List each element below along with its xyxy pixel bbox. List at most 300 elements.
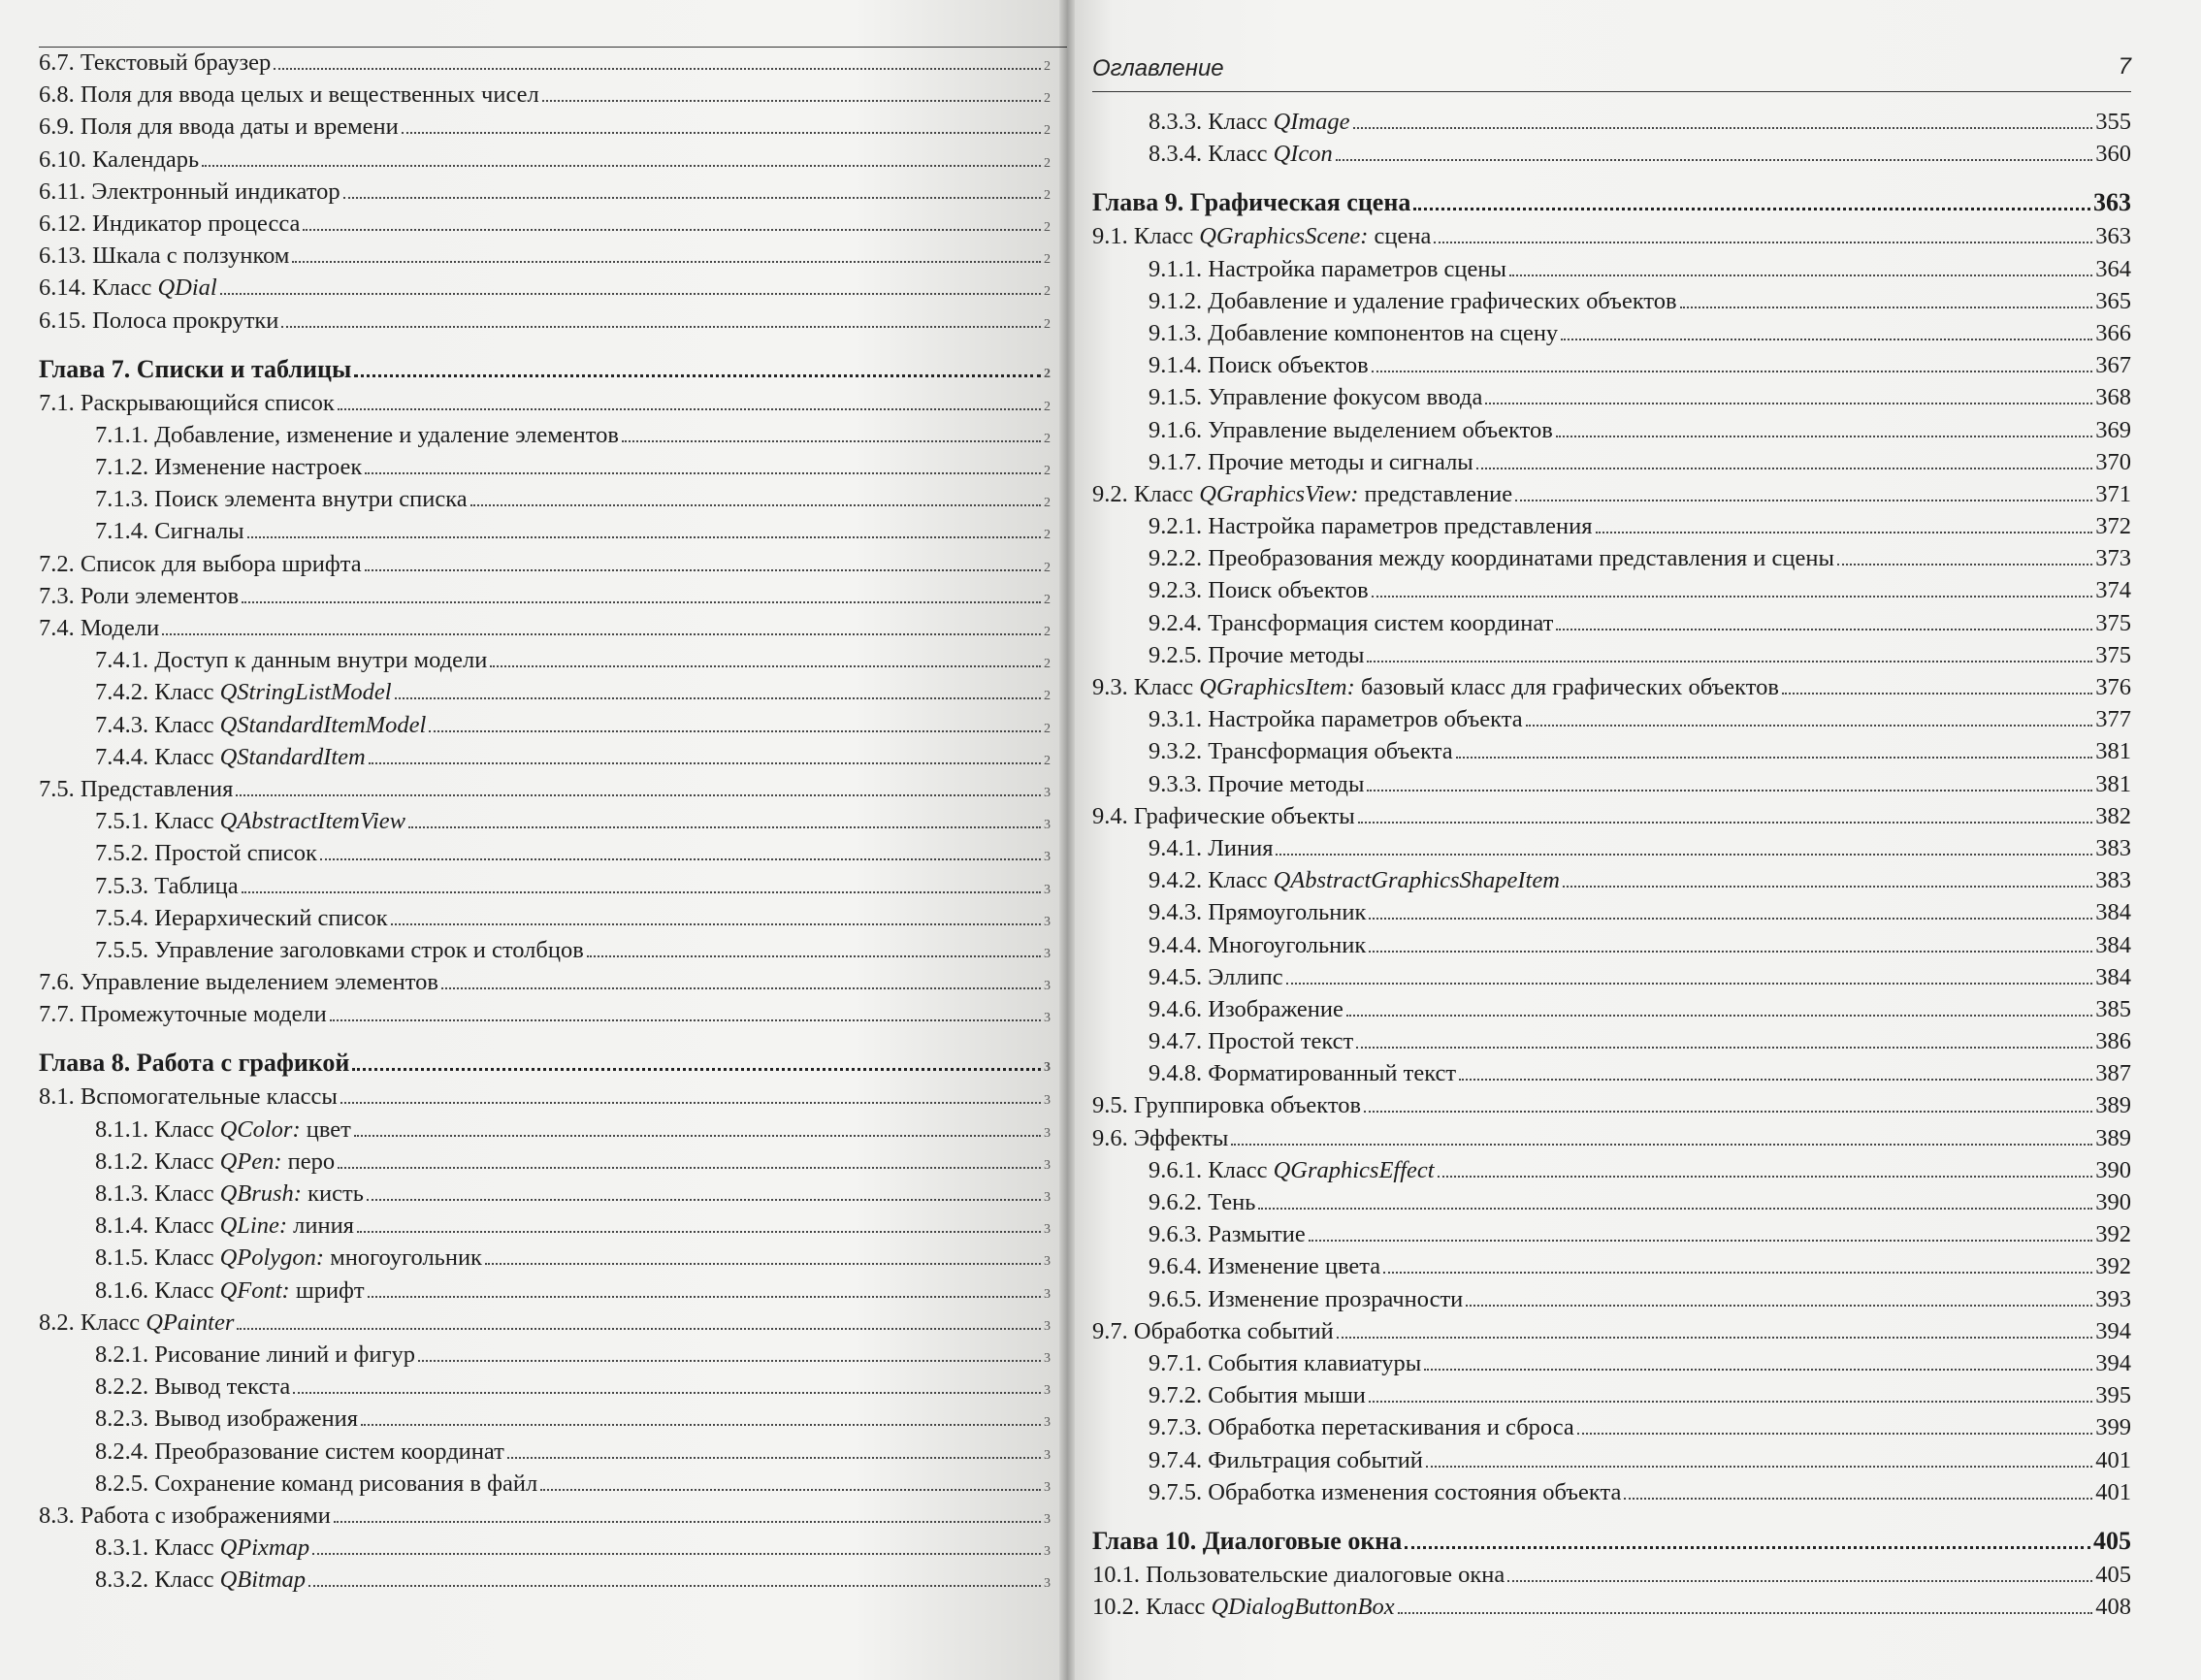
toc-entry-label-prefix: 8.1.6. Класс — [95, 1276, 220, 1304]
toc-entry[interactable] — [39, 111, 1057, 143]
toc-entry-label-prefix: 7.5.1. Класс — [95, 808, 220, 835]
toc-entry[interactable] — [1092, 1347, 2131, 1379]
toc-entry[interactable] — [39, 741, 1057, 773]
toc-entry[interactable] — [39, 837, 1057, 869]
toc-entry[interactable] — [1092, 510, 2131, 542]
toc-entry-label — [95, 709, 426, 741]
toc-entry-label: 6.13. Шкала с ползунком — [39, 242, 290, 270]
toc-page-number: 375 — [2095, 609, 2131, 636]
toc-leader-dots — [1466, 1305, 2092, 1307]
toc-entry[interactable] — [1092, 1411, 2131, 1443]
toc-entry[interactable] — [1092, 349, 2131, 381]
toc-page-number: 2 — [1044, 721, 1051, 736]
toc-entry[interactable] — [1092, 220, 2131, 252]
toc-leader-dots — [340, 1102, 1041, 1104]
toc-entry[interactable] — [39, 483, 1057, 515]
toc-entry[interactable] — [1092, 832, 2131, 864]
toc-entry-label-suffix: кисть — [301, 1180, 364, 1207]
toc-entry[interactable] — [39, 240, 1057, 272]
toc-leader-dots — [1286, 983, 2093, 985]
toc-entry-class-name: QGraphicsItem: — [1199, 674, 1355, 700]
toc-entry-label: 7.5.5. Управление заголовками строк и столбцов — [95, 936, 584, 963]
toc-leader-dots — [441, 987, 1041, 989]
toc-entry-label — [39, 272, 217, 304]
toc-entry[interactable] — [1092, 285, 2131, 317]
toc-entry[interactable] — [1092, 574, 2131, 606]
toc-leader-dots — [1577, 1433, 2092, 1435]
toc-entry[interactable] — [1092, 1089, 2131, 1121]
toc-entry[interactable] — [1092, 896, 2131, 928]
toc-leader-dots — [1459, 1079, 2092, 1081]
toc-leader-dots — [485, 1263, 1041, 1265]
toc-leader-dots — [1680, 307, 2093, 308]
left-page — [0, 0, 1067, 1680]
toc-leader-dots — [352, 1068, 1041, 1071]
toc-page-number: 2 — [1044, 592, 1051, 607]
toc-entry-label: 9.4.3. Прямоугольник — [1149, 899, 1367, 926]
toc-page-number: 3 — [1044, 1093, 1051, 1109]
toc-entry-label: 9.1.3. Добавление компонентов на сцену — [1149, 319, 1559, 346]
toc-entry[interactable] — [39, 387, 1057, 419]
toc-page-number: 368 — [2095, 384, 2131, 411]
toc-entry-label: 7.3. Роли элементов — [39, 582, 240, 609]
toc-entry-label-prefix: 9.2. Класс — [1092, 480, 1200, 507]
toc-page-number: 385 — [2095, 995, 2131, 1022]
toc-entry-label — [95, 1114, 351, 1146]
toc-entry[interactable] — [39, 1532, 1057, 1564]
toc-leader-dots — [1358, 822, 2093, 824]
toc-entry[interactable] — [1092, 446, 2131, 478]
toc-leader-dots — [1434, 242, 2092, 243]
toc-entry-label-suffix: сцена — [1368, 223, 1432, 250]
toc-leader-dots — [1624, 1498, 2092, 1500]
toc-page-number: 2 — [1044, 528, 1051, 543]
toc-entry[interactable] — [1092, 414, 2131, 446]
toc-entry-label: 9.3.1. Настройка параметров объекта — [1149, 706, 1523, 733]
toc-entry-label — [1149, 1154, 1435, 1186]
toc-page-number: 392 — [2095, 1221, 2131, 1248]
toc-entry[interactable] — [1092, 1283, 2131, 1315]
toc-entry-label: 6.10. Календарь — [39, 145, 200, 173]
toc-entry-label: Глава 9. Графическая сцена — [1092, 188, 1411, 217]
toc-entry[interactable] — [39, 1242, 1057, 1274]
toc-entry[interactable] — [39, 1114, 1057, 1146]
toc-entry-label: 9.4.1. Линия — [1149, 834, 1274, 861]
toc-entry-label: 9.6.2. Тень — [1149, 1189, 1256, 1215]
toc-entry-label-suffix: линия — [287, 1212, 354, 1240]
toc-page-number: 2 — [1044, 59, 1051, 74]
toc-entry[interactable] — [39, 1307, 1057, 1339]
toc-page-number: 372 — [2095, 513, 2131, 540]
toc-entry-label: 7.5. Представления — [39, 775, 234, 802]
toc-entry-label: 10.1. Пользовательские диалоговые окна — [1092, 1561, 1505, 1588]
toc-page-number: 382 — [2095, 802, 2131, 829]
toc-entry[interactable] — [1092, 1186, 2131, 1218]
toc-entry[interactable] — [1092, 961, 2131, 993]
toc-page-number: 3 — [1044, 785, 1051, 800]
right-toc-list — [1092, 106, 2131, 1623]
toc-entry-label — [95, 1178, 364, 1210]
toc-entry-label-prefix: 10.2. Класс — [1092, 1594, 1212, 1621]
toc-entry[interactable] — [39, 644, 1057, 676]
toc-page-number: 2 — [1044, 625, 1051, 639]
toc-entry[interactable] — [1092, 1591, 2131, 1623]
toc-entry-label-prefix: 9.3. Класс — [1092, 674, 1200, 700]
toc-entry[interactable] — [1092, 735, 2131, 767]
toc-page-number: 3 — [1044, 1350, 1051, 1366]
toc-entry-label-prefix: 7.4.3. Класс — [95, 711, 220, 738]
toc-entry-label: 9.6.4. Изменение цвета — [1149, 1253, 1381, 1280]
toc-leader-dots — [367, 1199, 1041, 1201]
toc-entry-class-name: QPainter — [146, 1308, 235, 1336]
toc-entry[interactable] — [39, 1081, 1057, 1113]
toc-page-number: 360 — [2095, 141, 2131, 168]
toc-page-number: 2 — [1044, 496, 1051, 511]
toc-entry-label: 9.4.7. Простой текст — [1149, 1028, 1354, 1055]
toc-entry[interactable] — [1092, 1218, 2131, 1250]
toc-entry-label — [1092, 1591, 1395, 1623]
toc-entry[interactable] — [39, 870, 1057, 902]
toc-entry-label: 9.4.5. Эллипс — [1149, 963, 1283, 990]
toc-entry-label — [1092, 220, 1431, 252]
toc-entry-label — [1149, 138, 1333, 170]
toc-entry[interactable] — [39, 272, 1057, 304]
toc-leader-dots — [281, 326, 1041, 328]
toc-entry[interactable] — [39, 1436, 1057, 1468]
toc-entry-label — [95, 1146, 335, 1178]
toc-page-number: 387 — [2095, 1060, 2131, 1087]
toc-entry-label-suffix: представление — [1358, 480, 1513, 507]
toc-leader-dots — [418, 1360, 1041, 1362]
toc-entry[interactable] — [1092, 1444, 2131, 1476]
toc-page-number: 366 — [2095, 319, 2131, 346]
toc-chapter-entry[interactable] — [39, 352, 1057, 387]
toc-page-number: 3 — [1044, 1511, 1051, 1527]
toc-entry[interactable] — [39, 305, 1057, 337]
toc-entry[interactable] — [39, 1210, 1057, 1242]
toc-entry-label: 7.4.1. Доступ к данным внутри модели — [95, 647, 488, 674]
toc-entry[interactable] — [1092, 768, 2131, 800]
toc-page-number: 369 — [2095, 416, 2131, 443]
toc-leader-dots — [354, 1135, 1041, 1137]
toc-leader-dots — [365, 569, 1041, 571]
toc-entry-label: 9.6.3. Размытие — [1149, 1221, 1306, 1248]
toc-leader-dots — [395, 697, 1041, 699]
toc-entry[interactable] — [39, 1178, 1057, 1210]
toc-page-number: 3 — [1044, 1415, 1051, 1431]
toc-entry-label: 9.1.7. Прочие методы и сигналы — [1149, 448, 1473, 475]
toc-leader-dots — [402, 132, 1041, 134]
toc-leader-dots — [236, 794, 1041, 796]
toc-entry-label: 9.6.5. Изменение прозрачности — [1149, 1285, 1464, 1312]
toc-leader-dots — [338, 408, 1041, 410]
toc-entry-label: 7.6. Управление выделением элементов — [39, 969, 438, 996]
toc-leader-dots — [1424, 1369, 2092, 1371]
toc-leader-dots — [312, 1553, 1041, 1555]
toc-entry-label: 9.7.1. События клавиатуры — [1149, 1349, 1422, 1376]
toc-entry-label: 6.12. Индикатор процесса — [39, 210, 301, 237]
toc-leader-dots — [1526, 725, 2093, 727]
toc-leader-dots — [1231, 1144, 2092, 1146]
toc-entry-class-name: QPixmap — [219, 1535, 310, 1562]
toc-leader-dots — [1369, 918, 2092, 920]
toc-entry[interactable] — [39, 144, 1057, 176]
toc-entry-label-prefix: 7.4.4. Класс — [95, 743, 220, 770]
toc-entry[interactable] — [1092, 1559, 2131, 1591]
toc-leader-dots — [1258, 1208, 2092, 1210]
toc-entry-label: 9.7.4. Фильтрация событий — [1149, 1446, 1423, 1473]
book-gutter — [1059, 0, 1075, 1680]
toc-leader-dots — [242, 891, 1041, 893]
toc-entry-label: 7.1.4. Сигналы — [95, 518, 244, 545]
toc-entry[interactable] — [39, 1146, 1057, 1178]
toc-leader-dots — [1353, 127, 2093, 129]
toc-page-number: 401 — [2095, 1478, 2131, 1505]
toc-leader-dots — [1507, 1580, 2092, 1582]
toc-page-number: 3 — [1044, 1447, 1051, 1463]
toc-page-number: 3 — [1044, 1125, 1051, 1141]
toc-entry[interactable] — [39, 451, 1057, 483]
toc-entry-label: 7.5.4. Иерархический список — [95, 904, 388, 931]
toc-entry[interactable] — [1092, 703, 2131, 735]
toc-page-number: 365 — [2095, 287, 2131, 314]
toc-page-number: 392 — [2095, 1253, 2131, 1280]
toc-entry-label — [95, 741, 366, 773]
toc-entry-class-name: QDial — [157, 275, 217, 302]
toc-chapter-entry[interactable] — [1092, 1524, 2131, 1559]
toc-entry-label: 9.2.3. Поиск объектов — [1149, 577, 1369, 604]
toc-entry[interactable] — [1092, 253, 2131, 285]
toc-entry[interactable] — [1092, 671, 2131, 703]
toc-leader-dots — [242, 601, 1041, 603]
toc-leader-dots — [1367, 790, 2092, 792]
toc-page-number: 389 — [2095, 1124, 2131, 1151]
toc-entry-label: 9.3.3. Прочие методы — [1149, 770, 1365, 797]
toc-entry[interactable] — [1092, 1315, 2131, 1347]
toc-entry[interactable] — [39, 773, 1057, 805]
toc-entry[interactable] — [39, 1564, 1057, 1596]
toc-page-number: 390 — [2095, 1156, 2131, 1183]
toc-page-number: 3 — [1044, 1222, 1051, 1238]
toc-entry-label: 9.7.5. Обработка изменения состояния объекта — [1149, 1478, 1622, 1505]
toc-entry[interactable] — [1092, 381, 2131, 413]
toc-entry-label: 9.2.2. Преобразования между координатами представления и сцены — [1149, 545, 1834, 572]
toc-entry[interactable] — [1092, 1379, 2131, 1411]
toc-chapter-entry[interactable] — [1092, 185, 2131, 220]
toc-entry-label-prefix: 8.3.2. Класс — [95, 1567, 220, 1594]
toc-page-number: 405 — [2093, 1526, 2131, 1555]
toc-page-number: 2 — [1044, 123, 1051, 139]
toc-leader-dots — [292, 261, 1041, 263]
toc-entry-label: 9.6. Эффекты — [1092, 1124, 1229, 1151]
toc-entry[interactable] — [39, 1468, 1057, 1500]
toc-entry[interactable] — [39, 676, 1057, 708]
toc-page-number: 381 — [2095, 738, 2131, 765]
toc-page-number: 367 — [2095, 352, 2131, 379]
toc-page-number: 384 — [2095, 931, 2131, 958]
toc-page-number: 375 — [2095, 641, 2131, 668]
toc-entry-label: 9.7.3. Обработка перетаскивания и сброса — [1149, 1414, 1574, 1441]
toc-entry-label: 9.3.2. Трансформация объекта — [1149, 738, 1453, 765]
toc-entry[interactable] — [39, 580, 1057, 612]
right-running-head — [1092, 53, 2131, 121]
toc-entry[interactable] — [1092, 1154, 2131, 1186]
toc-page-number: 386 — [2095, 1028, 2131, 1055]
toc-leader-dots — [354, 374, 1041, 377]
toc-entry-label: 7.4. Модели — [39, 615, 160, 641]
toc-leader-dots — [587, 955, 1041, 957]
toc-page-number: 2 — [1044, 399, 1051, 414]
toc-leader-dots — [391, 923, 1041, 925]
toc-page-number: 389 — [2095, 1092, 2131, 1119]
toc-leader-dots — [1309, 1240, 2093, 1242]
toc-entry[interactable] — [1092, 639, 2131, 671]
toc-entry[interactable] — [39, 419, 1057, 451]
toc-entry[interactable] — [39, 966, 1057, 998]
toc-leader-dots — [220, 293, 1041, 295]
toc-page-number: 355 — [2095, 109, 2131, 135]
toc-entry-label — [1092, 671, 1779, 703]
toc-leader-dots — [1346, 1015, 2092, 1017]
toc-page-number: 2 — [1044, 560, 1051, 575]
toc-page-number: 383 — [2095, 867, 2131, 894]
toc-leader-dots — [361, 1424, 1041, 1426]
toc-entry-label: 9.7. Обработка событий — [1092, 1317, 1334, 1344]
toc-page-number: 3 — [1044, 946, 1051, 961]
toc-entry-label: 7.7. Промежуточные модели — [39, 1001, 327, 1028]
toc-leader-dots — [202, 165, 1041, 167]
toc-entry[interactable] — [1092, 800, 2131, 832]
toc-entry[interactable] — [1092, 1025, 2131, 1057]
toc-entry[interactable] — [39, 515, 1057, 547]
toc-entry-label: 6.8. Поля для ввода целых и вещественных чисел — [39, 81, 539, 109]
toc-entry[interactable] — [39, 1339, 1057, 1371]
toc-page-number: 3 — [1044, 1254, 1051, 1270]
toc-page-number: 2 — [1044, 284, 1051, 300]
toc-entry[interactable] — [39, 612, 1057, 644]
toc-entry[interactable] — [1092, 929, 2131, 961]
toc-entry[interactable] — [39, 79, 1057, 111]
toc-leader-dots — [470, 504, 1041, 506]
toc-page-number: 3 — [1044, 1318, 1051, 1334]
toc-entry[interactable] — [39, 1500, 1057, 1532]
toc-entry[interactable] — [39, 1275, 1057, 1307]
toc-entry-label-prefix: 8.2. Класс — [39, 1308, 146, 1336]
toc-page-number: 3 — [1044, 1383, 1051, 1399]
toc-leader-dots — [507, 1457, 1041, 1459]
toc-entry[interactable] — [1092, 993, 2131, 1025]
toc-leader-dots — [1276, 854, 2092, 856]
toc-page-number: 2 — [1044, 187, 1051, 203]
toc-entry[interactable] — [39, 709, 1057, 741]
toc-entry-label-prefix: 7.4.2. Класс — [95, 679, 220, 706]
toc-entry[interactable] — [39, 934, 1057, 966]
toc-leader-dots — [429, 730, 1041, 732]
toc-entry-label: 9.4.8. Форматированный текст — [1149, 1060, 1457, 1087]
toc-entry-label: 9.1.5. Управление фокусом ввода — [1149, 384, 1483, 411]
toc-page-number: 2 — [1044, 252, 1051, 268]
toc-entry-label — [95, 1242, 482, 1274]
toc-page-number: 405 — [2095, 1561, 2131, 1588]
toc-entry-label: 8.2.3. Вывод изображения — [95, 1405, 359, 1433]
toc-entry[interactable] — [1092, 138, 2131, 170]
toc-leader-dots — [308, 1585, 1041, 1587]
toc-entry-class-name: QLine: — [219, 1212, 287, 1240]
toc-entry-label-prefix: 9.6.1. Класс — [1149, 1156, 1274, 1183]
toc-leader-dots — [1438, 1176, 2093, 1178]
toc-page-number: 363 — [2093, 188, 2131, 217]
toc-entry-label: 9.4.6. Изображение — [1149, 995, 1343, 1022]
toc-leader-dots — [1476, 468, 2092, 469]
toc-entry[interactable] — [39, 1403, 1057, 1435]
toc-entry-class-name: QStandardItem — [219, 743, 366, 770]
toc-entry[interactable] — [1092, 542, 2131, 574]
toc-leader-dots — [1563, 886, 2092, 888]
toc-entry[interactable] — [39, 208, 1057, 240]
toc-leader-dots — [369, 762, 1041, 764]
toc-page-number: 2 — [1044, 366, 1051, 381]
toc-entry-label: 6.7. Текстовый браузер — [39, 49, 272, 76]
toc-entry[interactable] — [1092, 1476, 2131, 1508]
toc-entry[interactable] — [1092, 1057, 2131, 1089]
toc-entry-label-prefix: 6.14. Класс — [39, 275, 158, 302]
toc-entry[interactable] — [1092, 1122, 2131, 1154]
toc-entry[interactable] — [39, 1371, 1057, 1403]
toc-entry-label: 7.5.3. Таблица — [95, 872, 239, 899]
toc-page-number: 2 — [1044, 753, 1051, 768]
toc-entry-label: 7.1.3. Поиск элемента внутри списка — [95, 486, 468, 513]
toc-leader-dots — [162, 633, 1041, 635]
toc-leader-dots — [1509, 275, 2092, 276]
toc-leader-dots — [343, 197, 1041, 199]
toc-entry[interactable] — [39, 548, 1057, 580]
toc-entry-class-name: QAbstractItemView — [219, 808, 405, 835]
toc-entry[interactable] — [39, 176, 1057, 208]
toc-leader-dots — [368, 1296, 1041, 1298]
toc-entry-class-name: QBitmap — [219, 1567, 307, 1594]
toc-leader-dots — [1561, 339, 2092, 340]
toc-entry-label-prefix: 8.3.4. Класс — [1149, 141, 1274, 168]
toc-page-number: 377 — [2095, 706, 2131, 733]
toc-page-number: 383 — [2095, 834, 2131, 861]
toc-page-number: 384 — [2095, 899, 2131, 926]
toc-entry-class-name: QPolygon: — [219, 1244, 325, 1272]
toc-chapter-entry[interactable] — [39, 1046, 1057, 1081]
toc-leader-dots — [1556, 436, 2092, 437]
toc-entry-label-prefix: 8.3.1. Класс — [95, 1535, 220, 1562]
toc-entry[interactable] — [1092, 478, 2131, 510]
toc-entry[interactable] — [1092, 1250, 2131, 1282]
toc-entry[interactable] — [1092, 317, 2131, 349]
toc-entry[interactable] — [39, 805, 1057, 837]
toc-entry[interactable] — [1092, 864, 2131, 896]
toc-page-number: 3 — [1044, 1011, 1051, 1026]
toc-leader-dots — [357, 1231, 1041, 1233]
toc-leader-dots — [490, 665, 1041, 667]
toc-entry[interactable] — [39, 902, 1057, 934]
toc-entry-label — [1149, 864, 1560, 896]
toc-entry-label-suffix: перо — [281, 1147, 336, 1175]
toc-leader-dots — [274, 68, 1041, 70]
toc-entry[interactable] — [39, 998, 1057, 1030]
toc-entry-label: 8.1. Вспомогательные классы — [39, 1083, 338, 1111]
toc-page-number: 384 — [2095, 963, 2131, 990]
toc-leader-dots — [1372, 596, 2093, 598]
toc-leader-dots — [1383, 1272, 2092, 1274]
toc-entry[interactable] — [39, 47, 1057, 79]
toc-leader-dots — [1372, 371, 2093, 372]
toc-entry[interactable] — [1092, 607, 2131, 639]
